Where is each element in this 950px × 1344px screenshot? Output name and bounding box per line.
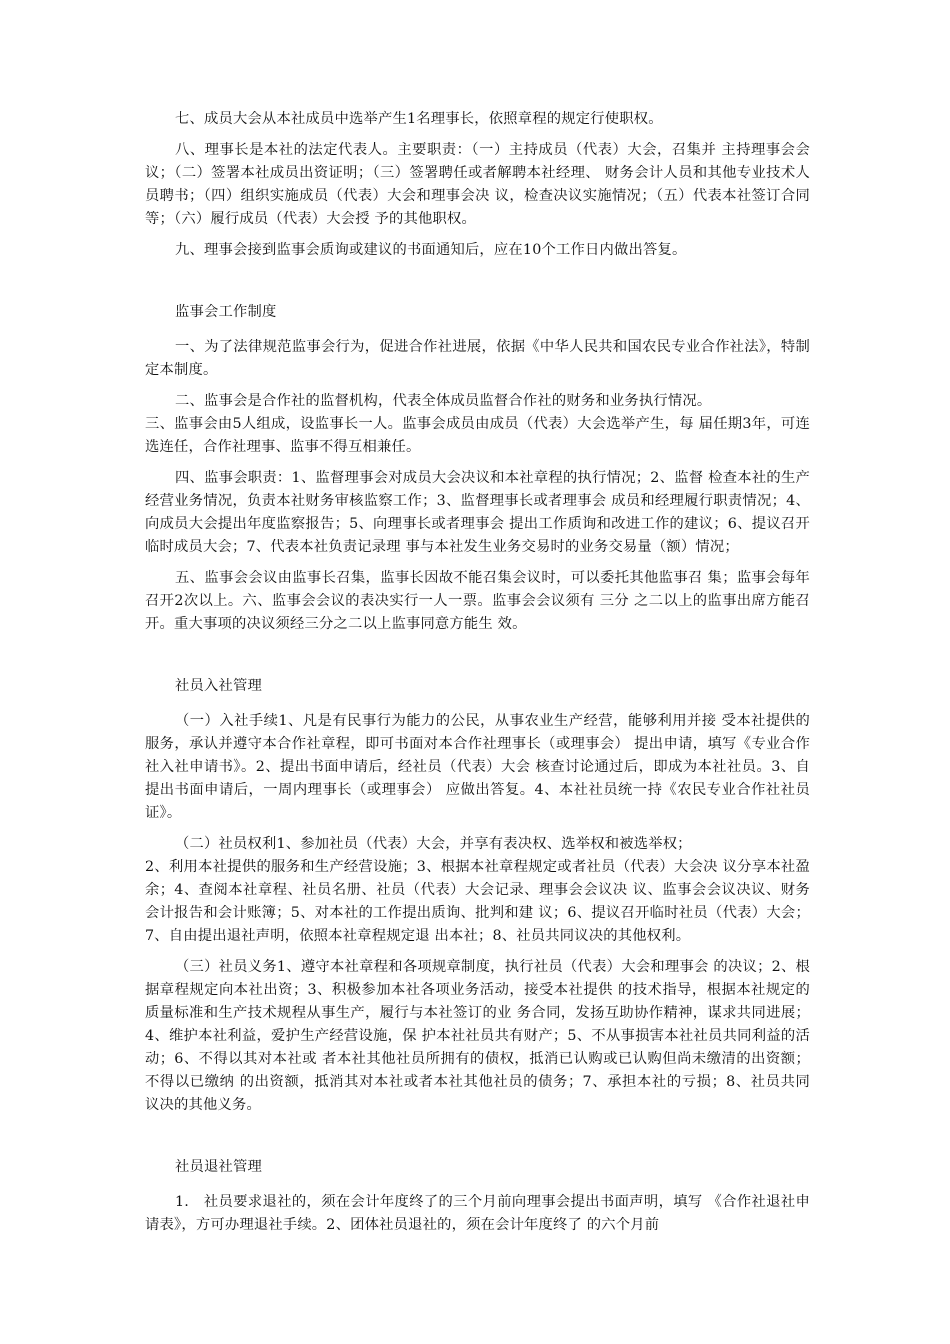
admission-heading: 社员入社管理 [175,678,262,694]
admission-rights-list: 2、利用本社提供的服务和生产经营设施；3、根据本社章程规定或者社员（代表）大会决 议分享本社盈余；4、查阅本社章程、社员名册、社员（代表）大会记录、理事会会议决 议、监事会会议决议、财务会计报告和会计账簿；5、对本社的工作提出质询、批判和建 议；6、提议召开临时社员（代表）大会；7、自由提出退社声明，依照本社章程规定退 出本社；8、社员共同议决的其他权利。 [145,859,810,944]
withdrawal-article-1: 1. 社员要求退社的，须在会计年度终了的三个月前向理事会提出书面声明，填写 《合作社退社申请表》，方可办理退社手续。2、团体社员退社的，须在会计年度终了 的六个月前 [145,1194,810,1233]
supervisory-article-1: 一、为了法律规范监事会行为，促进合作社进展，依据《中华人民共和国农民专业合作社法》，特制定本制度。 [145,339,810,378]
board-article-8: 八、理事长是本社的法定代表人。主要职责：（一）主持成员（代表）大会，召集并 主持理事会会议；（二）签署本社成员出资证明；（三）签署聘任或者解聘本社经理、 财务会计人员和其他专业技术人员聘书；（四）组织实施成员（代表）大会和理事会决 议，检查决议实施情况；（五）代表本社签订合同等；（六）履行成员（代表）大会授 予的其他职权。 [145,142,810,227]
supervisory-article-4: 四、监事会职责：1、监督理事会对成员大会决议和本社章程的执行情况；2、监督 检查本社的生产经营业务情况，负责本社财务审核监察工作；3、监督理事长或者理事会 成员和经理履行职责情况；4、向成员大会提出年度监察报告；5、向理事长或者理事会 提出工作质询和改进工作的建议；6、提议召开临时成员大会；7、代表本社负责记录理 事与本社发生业务交易时的业务交易量（额）情况； [145,470,810,555]
board-article-9: 九、理事会接到监事会质询或建议的书面通知后，应在10个工作日内做出答复。 [175,242,687,258]
supervisory-article-2: 二、监事会是合作社的监督机构，代表全体成员监督合作社的财务和业务执行情况。 [175,393,712,409]
supervisory-article-3: 三、监事会由5人组成，设监事长一人。监事会成员由成员（代表）大会选举产生，每 届任期3年，可连选连任，合作社理事、监事不得互相兼任。 [145,416,810,455]
admission-procedure: （一）入社手续1、凡是有民事行为能力的公民，从事农业生产经营，能够利用并接 受本社提供的服务，承认并遵守本合作社章程，即可书面对本合作社理事长（或理事会） 提出申请，填写《专业合作社入社申请书》。2、提出书面申请后，经社员（代表）大会 核查讨论通过后，即成为本社社员。3、自提出书面申请后，一周内理事长（或理事会） 应做出答复。4、本社社员统一持《农民专业合作社社员证》。 [145,713,810,821]
board-article-7: 七、成员大会从本社成员中选举产生1名理事长，依照章程的规定行使职权。 [175,111,663,127]
supervisory-article-5: 五、监事会会议由监事长召集，监事长因故不能召集会议时，可以委托其他监事召 集；监事会每年召开2次以上。六、监事会会议的表决实行一人一票。监事会会议须有 三分 之二以上的监事出席方能召开。重大事项的决议须经三分之二以上监事同意方能生 效。 [145,570,810,632]
admission-obligations: （三）社员义务1、遵守本社章程和各项规章制度，执行社员（代表）大会和理事会 的决议；2、根据章程规定向本社出资；3、积极参加本社各项业务活动，接受本社提供 的技术指导，根据本社规定的质量标准和生产技术规程从事生产，履行与本社签订的业 务合同，发扬互助协作精神，谋求共同进展；4、维护本社利益，爱护生产经营设施，保 护本社社员共有财产；5、不从事损害本社社员共同利益的活动；6、不得以其对本社或 者本社其他社员所拥有的债权，抵消已认购或已认购但尚未缴清的出资额；不得以已缴纳 的出资额，抵消其对本社或者本社其他社员的债务；7、承担本社的亏损；8、社员共同 议决的其他义务。 [145,959,810,1113]
document-page [145,108,810,1237]
supervisory-heading: 监事会工作制度 [175,304,277,320]
withdrawal-heading: 社员退社管理 [175,1159,262,1175]
admission-rights-intro: （二）社员权利1、参加社员（代表）大会，并享有表决权、选举权和被选举权； [175,836,692,852]
